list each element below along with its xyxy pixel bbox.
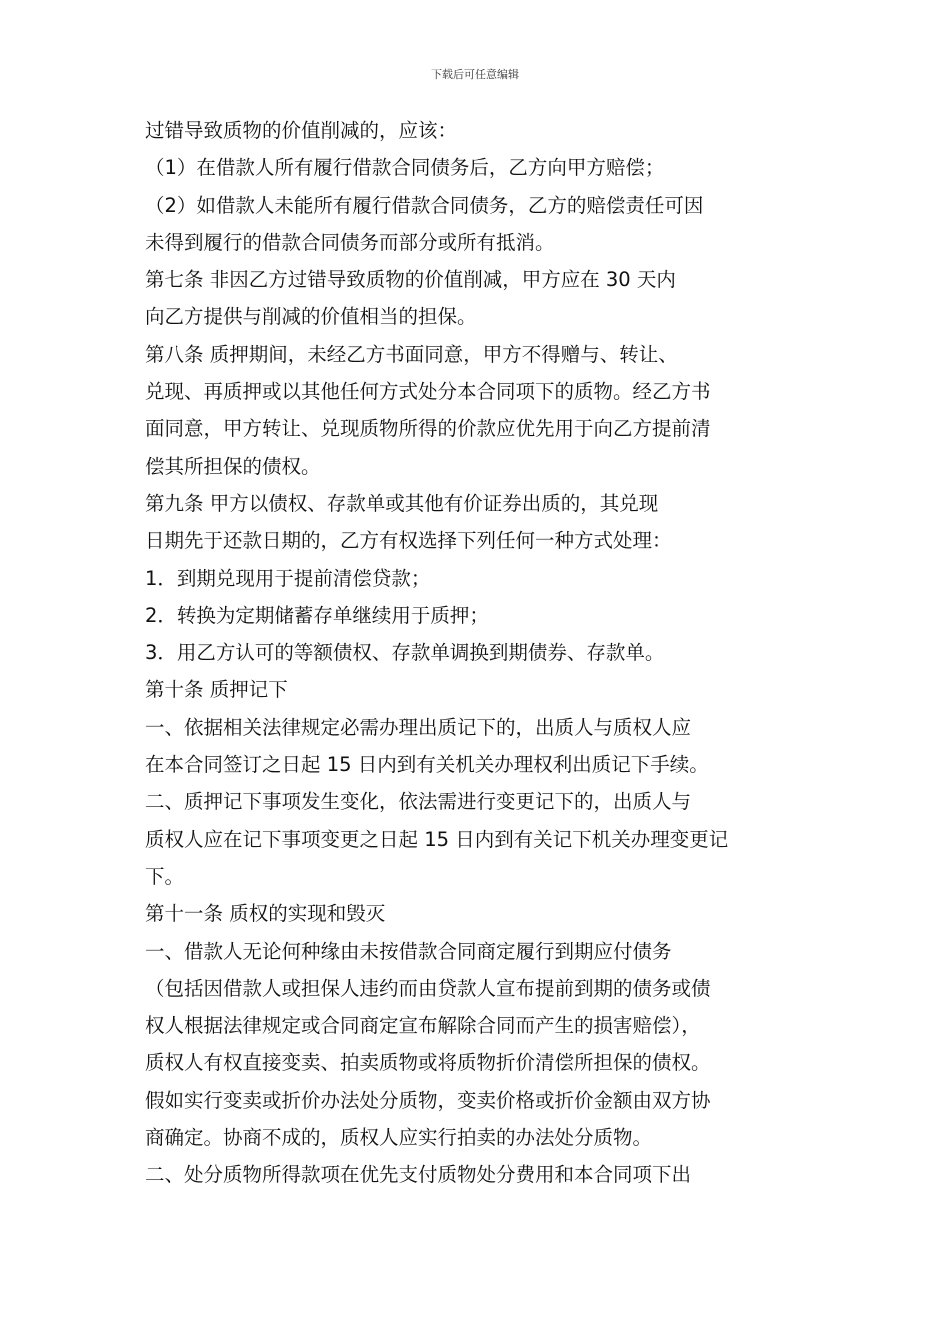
text-line: 权人根据法律规定或合同商定宣布解除合同而产生的损害赔偿）， — [145, 1014, 701, 1038]
text-line: 2．转换为定期储蓄存单继续用于质押； — [145, 603, 489, 627]
text-line: 质权人应在记下事项变更之日起 15 日内到有关记下机关办理变更记 — [145, 827, 729, 851]
text-line: 过错导致质物的价值削减的，应该： — [145, 119, 458, 142]
text-line: 一、借款人无论何种缘由未按借款合同商定履行到期应付债务 — [145, 939, 672, 963]
text-line: （包括因借款人或担保人违约而由贷款人宣布提前到期的债务或债 — [145, 976, 711, 1000]
text-line: 第七条 非因乙方过错导致质物的价值削减，甲方应在 30 天内 — [145, 268, 676, 292]
text-line: 向乙方提供与削减的价值相当的担保。 — [145, 305, 477, 329]
text-line: 二、质押记下事项发生变化，依法需进行变更记下的，出质人与 — [145, 790, 692, 814]
page-header: 下载后可任意编辑 — [431, 68, 519, 81]
text-line: 兑现、再质押或以其他任何方式处分本合同项下的质物。经乙方书 — [145, 380, 711, 404]
text-line: 质权人有权直接变卖、拍卖质物或将质物折价清偿所担保的债权。 — [145, 1051, 711, 1075]
text-line: 第十条 质押记下 — [145, 678, 288, 702]
text-line: 面同意，甲方转让、兑现质物所得的价款应优先用于向乙方提前清 — [145, 417, 711, 441]
text-line: （2）如借款人未能所有履行借款合同债务，乙方的赔偿责任可因 — [145, 193, 704, 217]
text-line: 二、处分质物所得款项在优先支付质物处分费用和本合同项下出 — [145, 1163, 692, 1187]
text-line: 一、依据相关法律规定必需办理出质记下的，出质人与质权人应 — [145, 715, 692, 739]
text-line: 在本合同签订之日起 15 日内到有关机关办理权利出质记下手续。 — [145, 753, 709, 777]
text-line: 第九条 甲方以债权、存款单或其他有价证券出质的，其兑现 — [145, 491, 659, 515]
text-line: （1）在借款人所有履行借款合同债务后，乙方向甲方赔偿； — [145, 156, 665, 180]
text-line: 偿其所担保的债权。 — [145, 454, 321, 478]
text-line: 第十一条 质权的实现和毁灭 — [145, 902, 386, 926]
text-line: 日期先于还款日期的，乙方有权选择下列任何一种方式处理： — [145, 529, 672, 553]
text-line: 下。 — [145, 864, 185, 888]
text-line: 第八条 质押期间，未经乙方书面同意，甲方不得赠与、转让、 — [145, 342, 678, 366]
text-line: 商确定。协商不成的，质权人应实行拍卖的办法处分质物。 — [145, 1126, 653, 1150]
text-line: 未得到履行的借款合同债务而部分或所有抵消。 — [145, 230, 555, 254]
document-body — [145, 112, 820, 1194]
text-line: 假如实行变卖或折价办法处分质物，变卖价格或折价金额由双方协 — [145, 1088, 711, 1112]
text-line: 1．到期兑现用于提前清偿贷款； — [145, 566, 431, 590]
text-line: 3．用乙方认可的等额债权、存款单调换到期债券、存款单。 — [145, 641, 665, 665]
